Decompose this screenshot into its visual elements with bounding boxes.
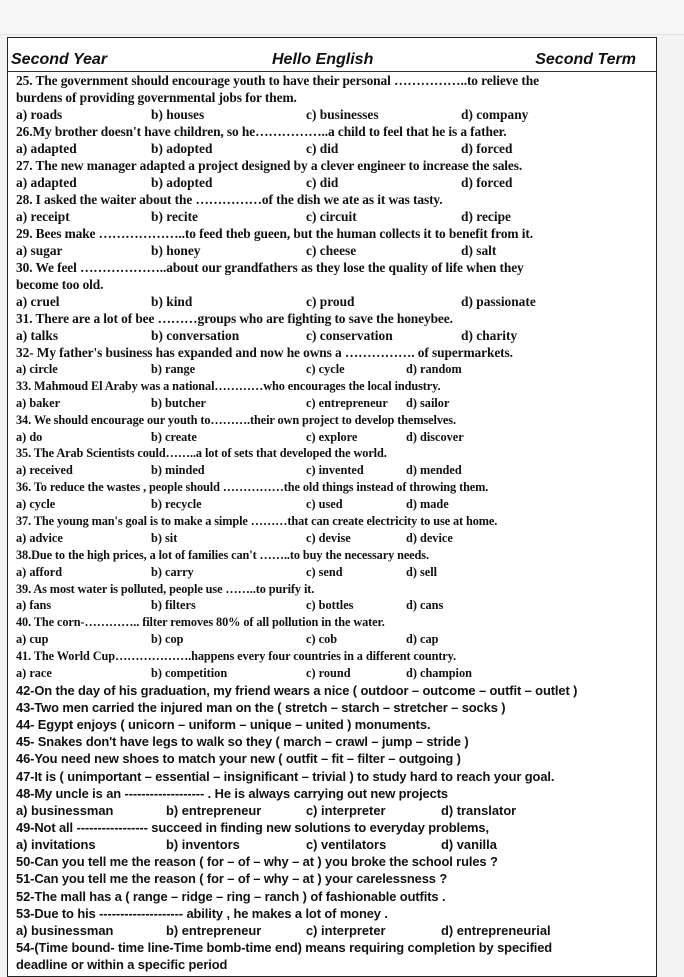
answer-option: c) cycle: [306, 362, 345, 376]
answer-option: b) carry: [151, 564, 194, 579]
answer-options: [16, 462, 652, 479]
question-line: 33. Mahmoud El Araby was a national…………who encourages the local industry.: [16, 378, 441, 393]
browser-top-bar: [0, 0, 684, 35]
answer-option: c) send: [306, 564, 343, 579]
answer-options: [16, 665, 652, 682]
answer-option: c) cheese: [306, 243, 357, 258]
answer-option: d) mended: [406, 463, 462, 478]
answer-options: [16, 496, 652, 513]
answer-option: a) businessman: [16, 802, 114, 818]
header-term: Second Term: [535, 51, 636, 68]
answer-option: b) recycle: [151, 497, 202, 512]
question-line: 49-Not all ----------------- succeed in finding new solutions to everyday problems,: [16, 820, 489, 836]
answer-option: c) round: [306, 666, 351, 681]
answer-options: [16, 140, 652, 157]
question-line: 36. To reduce the wastes , people should ……………the old things instead of throwing them.: [16, 480, 489, 495]
answer-option: b) houses: [151, 107, 205, 122]
answer-option: a) invitations: [16, 837, 96, 853]
question-line: 30. We feel ………………..about our grandfathers as they lose the quality of life when they: [16, 260, 524, 275]
question-line: 27. The new manager adapted a project designed by a clever engineer to increase the sales.: [16, 158, 523, 173]
answer-option: d) salt: [461, 243, 497, 258]
answer-option: d) company: [461, 107, 529, 122]
answer-option: c) conservation: [306, 328, 393, 343]
question-line: 32- My father's business has expanded and now he owns a ……………. of supermarkets.: [16, 345, 513, 360]
answer-option: c) invented: [306, 463, 364, 478]
question-line: 35. The Arab Scientists could……..a lot of sets that developed the world.: [16, 446, 387, 461]
question-line: 40. The corn-………….. filter removes 80% of all pollution in the water.: [16, 615, 385, 630]
answer-option: d) discover: [406, 429, 464, 444]
answer-option: d) charity: [461, 328, 518, 343]
answer-option: d) sell: [406, 564, 438, 579]
answer-option: b) sit: [151, 530, 178, 545]
question-line: 54-(Time bound- time line-Time bomb-time end) means requiring completion by specified: [16, 940, 553, 956]
answer-option: d) random: [406, 362, 462, 376]
question-line: 42-On the day of his graduation, my friend wears a nice ( outdoor – outcome – outfit – outlet ): [16, 682, 578, 698]
question-line: 47-It is ( unimportant – essential – insignificant – trivial ) to study hard to reach your goal.: [16, 768, 555, 784]
answer-option: a) cruel: [16, 294, 60, 309]
answer-option: c) bottles: [306, 598, 354, 613]
answer-options: [16, 597, 652, 614]
answer-options: [16, 208, 652, 225]
answer-options: [16, 530, 652, 547]
answer-option: c) explore: [306, 429, 358, 444]
answer-option: a) do: [16, 429, 43, 444]
answer-option: a) sugar: [16, 243, 63, 258]
answer-option: d) forced: [461, 175, 513, 190]
answer-option: b) kind: [151, 294, 193, 309]
answer-option: a) cycle: [16, 497, 56, 512]
answer-option: b) recite: [151, 209, 198, 224]
question-line: 29. Bees make ………………..to feed theb gueen, but the human collects it to benefit from it.: [16, 226, 533, 241]
answer-option: d) forced: [461, 141, 513, 156]
question-line: 34. We should encourage our youth to……….their own project to develop themselves.: [16, 412, 456, 427]
question-line: 45- Snakes don't have legs to walk so they ( march – crawl – jump – stride ): [16, 734, 469, 750]
answer-option: a) adapted: [16, 141, 77, 156]
answer-option: c) interpreter: [306, 802, 386, 818]
answer-options: [16, 327, 652, 344]
question-line: 26.My brother doesn't have children, so he……………..a child to feel that he is a father.: [16, 124, 507, 139]
answer-option: a) fans: [16, 598, 52, 613]
answer-option: b) inventors: [166, 837, 240, 853]
answer-option: a) roads: [16, 107, 63, 122]
answer-option: c) devise: [306, 530, 351, 545]
answer-option: a) race: [16, 666, 52, 681]
question-line: 31. There are a lot of bee ………groups who are fighting to save the honeybee.: [16, 311, 453, 326]
question-line: become too old.: [16, 277, 104, 292]
question-line: 39. As most water is polluted, people use ……..to purify it.: [16, 581, 315, 596]
answer-options: [16, 836, 652, 853]
question-line: 52-The mall has a ( range – ridge – ring – ranch ) of fashionable outfits .: [16, 888, 446, 904]
answer-option: b) cop: [151, 632, 184, 647]
answer-option: b) conversation: [151, 328, 240, 343]
answer-options: [16, 174, 652, 191]
answer-option: d) entrepreneurial: [441, 922, 551, 938]
answer-option: b) minded: [151, 463, 205, 478]
answer-options: [16, 631, 652, 648]
answer-option: d) recipe: [461, 209, 511, 224]
answer-option: b) honey: [151, 243, 201, 258]
question-line: 48-My uncle is an ------------------- . He is always carrying out new projects: [16, 785, 448, 801]
answer-options: [16, 242, 652, 259]
answer-option: a) talks: [16, 328, 59, 343]
answer-option: a) received: [16, 463, 73, 478]
answer-option: a) adapted: [16, 175, 77, 190]
question-line: 46-You need new shoes to match your new ( outfit – fit – filter – outgoing ): [16, 751, 461, 767]
answer-option: b) adopted: [151, 175, 213, 190]
question-line: 44- Egypt enjoys ( unicorn – uniform – unique – united ) monuments.: [16, 717, 431, 733]
header-year: Second Year: [11, 51, 108, 68]
answer-options: [16, 564, 652, 581]
answer-option: b) create: [151, 429, 197, 444]
answer-option: d) made: [406, 497, 449, 512]
question-line: 53-Due to his -------------------- ability , he makes a lot of money .: [16, 905, 388, 921]
answer-options: [16, 395, 652, 412]
answer-option: c) businesses: [306, 107, 379, 122]
question-line: 51-Can you tell me the reason ( for – of – why – at ) your carelessness ?: [16, 871, 448, 887]
answer-options: [16, 922, 652, 939]
answer-option: b) entrepreneur: [166, 802, 262, 818]
answer-options: [16, 429, 652, 446]
answer-option: b) entrepreneur: [166, 922, 262, 938]
answer-option: a) advice: [16, 530, 63, 545]
answer-option: d) cans: [406, 598, 444, 613]
answer-option: d) device: [406, 530, 453, 545]
answer-options: [16, 361, 652, 378]
answer-option: d) translator: [441, 802, 517, 818]
question-line: 43-Two men carried the injured man on the ( stretch – starch – stretcher – socks ): [16, 700, 506, 716]
question-line: 50-Can you tell me the reason ( for – of – why – at ) you broke the school rules ?: [16, 854, 498, 870]
answer-option: a) baker: [16, 395, 61, 410]
answer-option: d) vanilla: [441, 837, 497, 853]
answer-options: [16, 802, 652, 819]
question-line: 41. The World Cup……………….happens every four countries in a different country.: [16, 649, 457, 664]
answer-option: c) did: [306, 141, 339, 156]
question-line: 25. The government should encourage youth to have their personal ……………..to relieve the: [16, 73, 539, 88]
answer-option: d) sailor: [406, 395, 450, 410]
answer-option: b) filters: [151, 598, 196, 613]
answer-option: a) businessman: [16, 922, 114, 938]
answer-option: a) afford: [16, 564, 63, 579]
question-line: burdens of providing governmental jobs for them.: [16, 90, 297, 105]
answer-option: c) interpreter: [306, 922, 386, 938]
answer-option: c) did: [306, 175, 339, 190]
answer-option: b) adopted: [151, 141, 213, 156]
question-list: [16, 72, 652, 973]
answer-option: c) cob: [306, 632, 338, 647]
answer-option: c) circuit: [306, 209, 357, 224]
question-line: 28. I asked the waiter about the ……………of the dish we ate as it was tasty.: [16, 192, 443, 207]
header-title: Hello English: [272, 51, 374, 68]
question-line: 38.Due to the high prices, a lot of families can't ……..to buy the necessary needs.: [16, 547, 429, 562]
answer-option: b) range: [151, 362, 196, 376]
answer-option: c) entrepreneur: [306, 395, 388, 410]
answer-option: d) passionate: [461, 294, 536, 309]
answer-option: a) circle: [16, 362, 58, 376]
answer-option: d) cap: [406, 632, 439, 647]
answer-option: c) used: [306, 497, 343, 512]
answer-option: d) champion: [406, 666, 472, 681]
answer-option: c) proud: [306, 294, 355, 309]
answer-option: b) competition: [151, 666, 228, 681]
question-line: deadline or within a specific period: [16, 957, 228, 973]
answer-option: c) ventilators: [306, 837, 387, 853]
answer-option: b) butcher: [151, 395, 206, 410]
answer-options: [16, 106, 652, 123]
worksheet-header: [8, 51, 656, 72]
answer-option: a) receipt: [16, 209, 70, 224]
worksheet-page: [7, 37, 657, 977]
question-line: 37. The young man's goal is to make a simple ………that can create electricity to use at home.: [16, 514, 498, 529]
answer-options: [16, 293, 652, 310]
answer-option: a) cup: [16, 632, 49, 647]
